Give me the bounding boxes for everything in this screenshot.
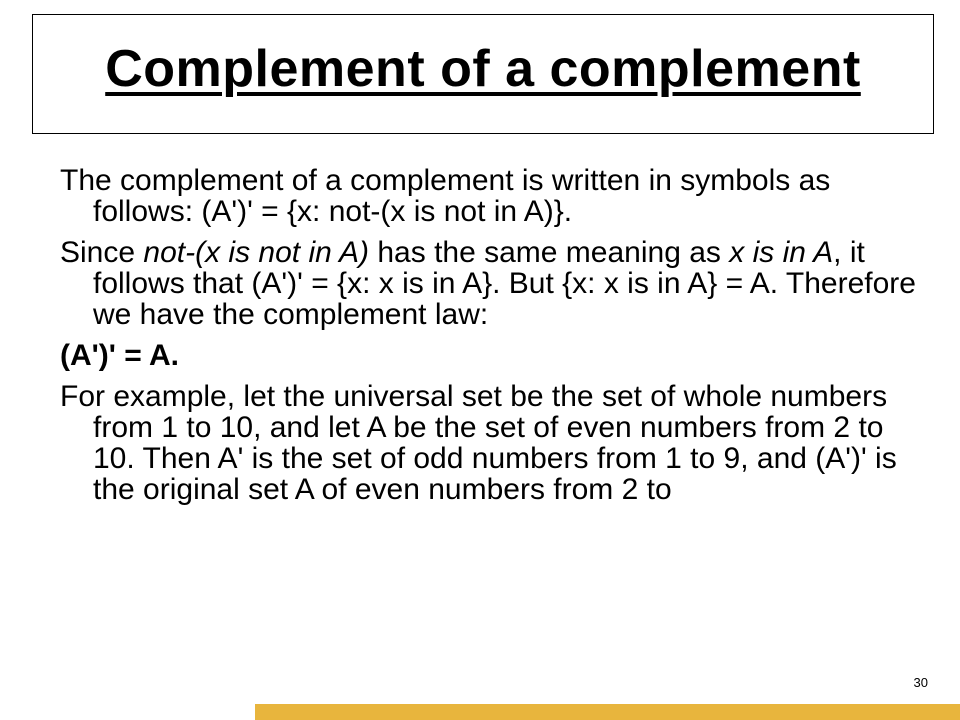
reasoning-text-3: , it follows that (A')' = {x: x is in A}. But {x: x is in A} = A. Therefore we have the complement law: [93, 236, 916, 331]
slide-body [60, 165, 920, 515]
reasoning-text-2: has the same meaning as [369, 236, 730, 269]
reasoning-text-1: Since [60, 236, 144, 269]
title-box [32, 14, 934, 134]
page-number: 30 [913, 675, 928, 690]
complement-law: (A')' = A. [60, 339, 179, 372]
paragraph-reasoning [60, 237, 920, 330]
paragraph-definition: The complement of a complement is written in symbols as follows: (A')' = {x: not-(x is not in A)}. [60, 164, 831, 228]
reasoning-italic-2: x is in A [729, 236, 834, 269]
reasoning-italic-1: not-(x is not in A) [143, 236, 370, 269]
paragraph-example: For example, let the universal set be the set of whole numbers from 1 to 10, and let A be the set of even numbers from 2 to 10. Then A' is the set of odd numbers from 1 to 9, and (A')' is the original set A of even numbers from 2 to [60, 380, 897, 506]
footer-accent-bar [255, 704, 960, 720]
slide-title: Complement of a complement [105, 40, 861, 98]
